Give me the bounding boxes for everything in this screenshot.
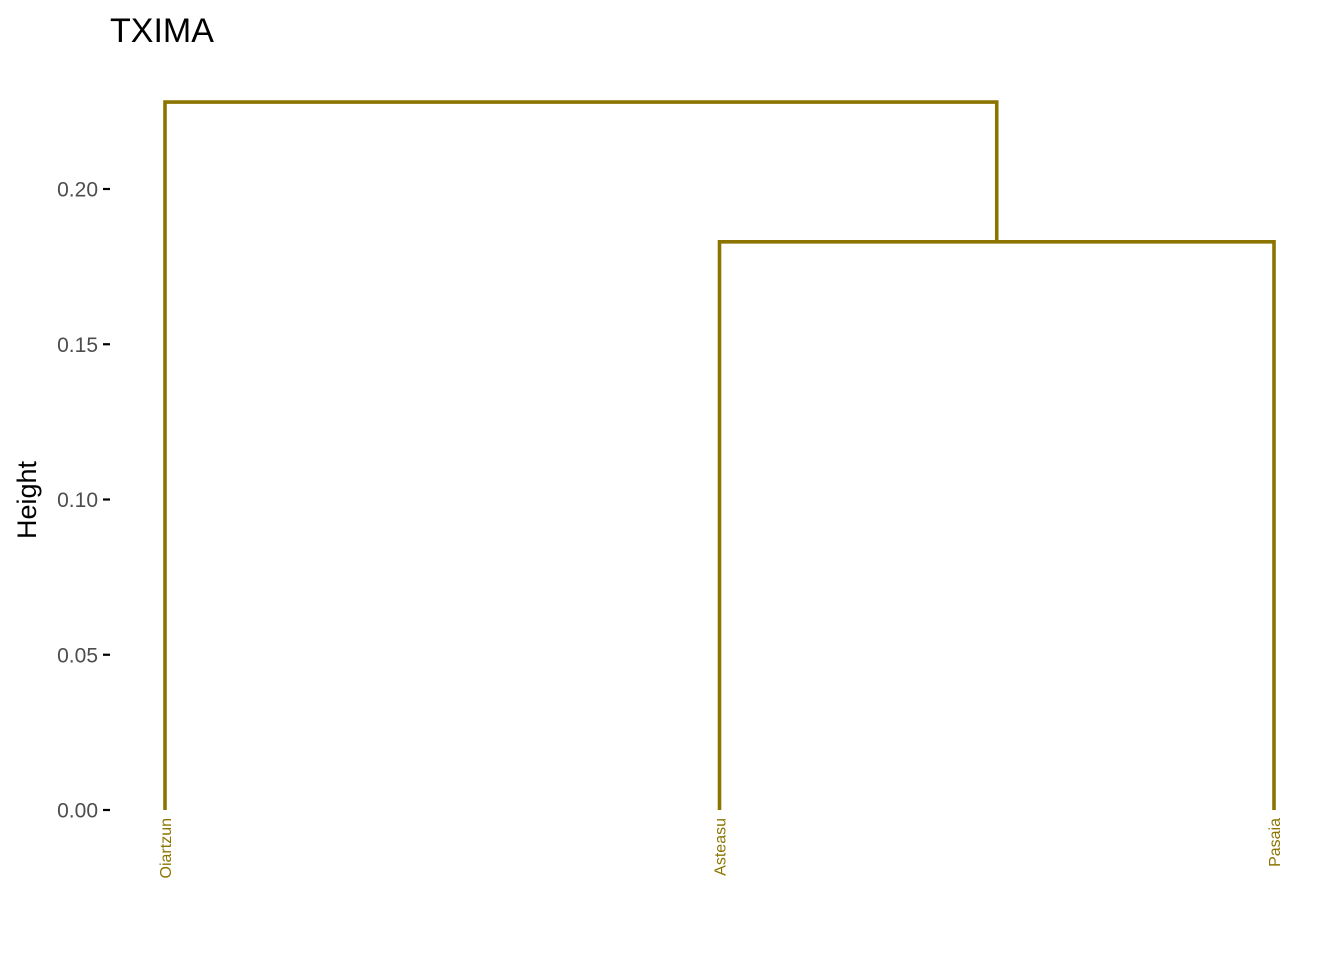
y-axis bbox=[57, 179, 110, 823]
leaf-labels bbox=[158, 818, 1284, 879]
y-tick-label: 0.10 bbox=[57, 489, 98, 512]
dendrogram-merge-1 bbox=[720, 242, 1275, 810]
dendrogram-branches bbox=[165, 102, 1274, 810]
leaf-label-oiartzun: Oiartzun bbox=[158, 818, 175, 879]
leaf-label-asteasu: Asteasu bbox=[712, 818, 730, 876]
y-axis-label: Height bbox=[12, 460, 42, 540]
chart-title: TXIMA bbox=[110, 12, 214, 50]
y-tick-label: 0.15 bbox=[57, 333, 98, 357]
y-tick-label: 0.05 bbox=[57, 644, 98, 668]
y-tick-label: 0.00 bbox=[57, 799, 98, 823]
leaf-label-pasaia: Pasaia bbox=[1267, 818, 1284, 867]
y-tick-label: 0.20 bbox=[57, 178, 98, 202]
dendrogram-merge-2 bbox=[165, 102, 997, 810]
